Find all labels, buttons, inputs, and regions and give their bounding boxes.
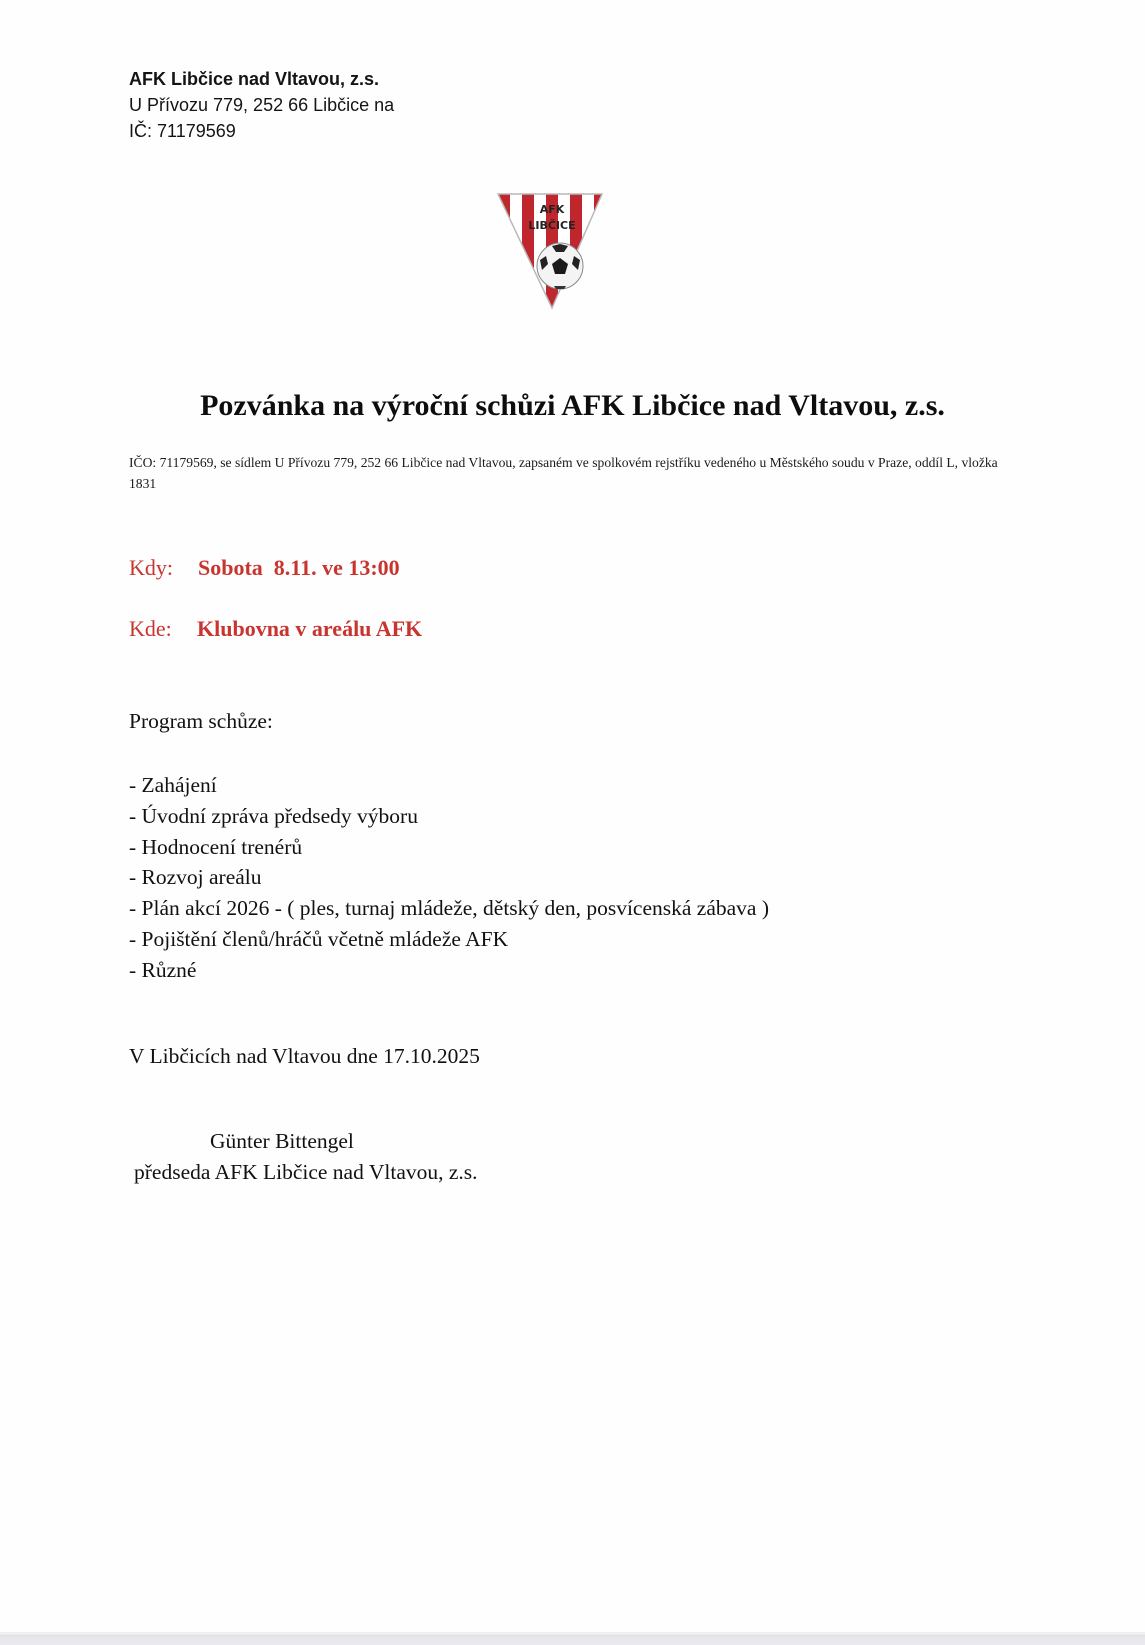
logo-text-libcice: LIBČICE (528, 219, 576, 232)
when-value: Sobota 8.11. ve 13:00 (198, 555, 400, 580)
program-item: - Rozvoj areálu (129, 865, 262, 890)
signature-name: Günter Bittengel (210, 1129, 354, 1153)
where-label: Kde: (129, 616, 172, 641)
header-ic: IČ: 71179569 (129, 121, 236, 141)
program-item: - Pojištění členů/hráčů včetně mládeže AFK (129, 926, 509, 951)
logo-text-afk: AFK (539, 203, 565, 216)
club-logo (494, 186, 606, 312)
program-item: - Úvodní zpráva předsedy výboru (129, 803, 418, 828)
header-org-name: AFK Libčice nad Vltavou, z.s. (129, 69, 380, 89)
when-label: Kdy: (129, 555, 173, 580)
signature-role: předseda AFK Libčice nad Vltavou, z.s. (134, 1160, 478, 1184)
program-item: - Hodnocení trenérů (129, 834, 303, 859)
date-line: V Libčicích nad Vltavou dne 17.10.2025 (129, 1044, 480, 1068)
program-list (129, 770, 769, 986)
registry-text: IČO: 71179569, se sídlem U Přívozu 779, 252 66 Libčice nad Vltavou, zapsaném ve spolkovém rejstříku vedeného u Městského soudu v Praze, oddíl L, vložka 1831 (129, 455, 998, 491)
program-heading: Program schůze: (129, 709, 273, 733)
page-bottom-edge (0, 1632, 1145, 1645)
page-title: Pozvánka na výroční schůzi AFK Libčice nad Vltavou, z.s. (200, 389, 945, 422)
program-item: - Různé (129, 957, 197, 982)
header-address: U Přívozu 779, 252 66 Libčice na (129, 95, 395, 115)
program-item: - Zahájení (129, 773, 217, 797)
club-logo-graphic (494, 186, 606, 312)
program-item: - Plán akcí 2026 - ( ples, turnaj mládeže, dětský den, posvícenská zábava ) (129, 896, 770, 921)
where-value: Klubovna v areálu AFK (197, 616, 423, 641)
